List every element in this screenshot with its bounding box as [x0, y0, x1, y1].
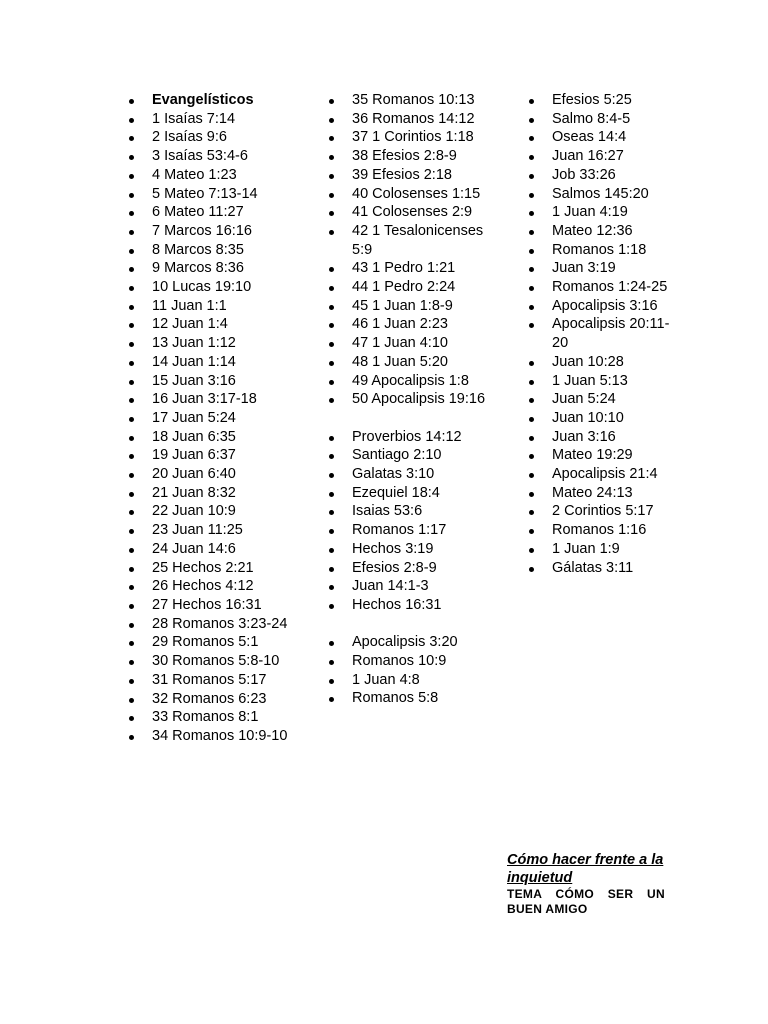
verse-item: 48 1 Juan 5:20	[326, 353, 501, 372]
verse-list-2b	[326, 428, 501, 615]
verse-item: 34 Romanos 10:9-10	[126, 727, 301, 746]
verse-item: 13 Juan 1:12	[126, 334, 301, 353]
verse-list-2c	[326, 633, 501, 708]
verse-item: Mateo 24:13	[526, 484, 676, 503]
verse-item: 3 Isaías 53:4-6	[126, 147, 301, 166]
verse-item: 12 Juan 1:4	[126, 315, 301, 334]
verse-item: Juan 10:28	[526, 353, 676, 372]
verse-item: 11 Juan 1:1	[126, 297, 301, 316]
topic-heading: Cómo hacer frente a la inquietud	[507, 852, 664, 886]
verse-item: Efesios 5:25	[526, 91, 676, 110]
verse-item: 9 Marcos 8:36	[126, 259, 301, 278]
verse-item: Romanos 1:17	[326, 521, 501, 540]
verse-item: 38 Efesios 2:8-9	[326, 147, 501, 166]
verse-item: Mateo 12:36	[526, 222, 676, 241]
verse-item: 10 Lucas 19:10	[126, 278, 301, 297]
topic-subheading: TEMA CÓMO SER UN BUEN AMIGO	[507, 887, 665, 916]
verse-item: 6 Mateo 11:27	[126, 203, 301, 222]
verse-item: 25 Hechos 2:21	[126, 559, 301, 578]
section-heading: Evangelísticos	[126, 91, 301, 110]
verse-item: 32 Romanos 6:23	[126, 690, 301, 709]
verse-item: 4 Mateo 1:23	[126, 166, 301, 185]
list-gap	[326, 615, 501, 634]
verse-list-2	[326, 91, 501, 409]
verse-item: 30 Romanos 5:8-10	[126, 652, 301, 671]
column-3	[526, 91, 676, 577]
list-gap	[326, 409, 501, 428]
verse-item: Romanos 5:8	[326, 689, 501, 708]
verse-item: 41 Colosenses 2:9	[326, 203, 501, 222]
verse-item: Romanos 1:18	[526, 241, 676, 260]
verse-item: Juan 16:27	[526, 147, 676, 166]
verse-item: 1 Juan 1:9	[526, 540, 676, 559]
verse-item: 50 Apocalipsis 19:16	[326, 390, 501, 409]
verse-item: Mateo 19:29	[526, 446, 676, 465]
verse-item: 47 1 Juan 4:10	[326, 334, 501, 353]
verse-item: 21 Juan 8:32	[126, 484, 301, 503]
verse-item: 46 1 Juan 2:23	[326, 315, 501, 334]
verse-item: 5 Mateo 7:13-14	[126, 185, 301, 204]
verse-item: Oseas 14:4	[526, 128, 676, 147]
verse-item: Romanos 1:16	[526, 521, 676, 540]
verse-item: 43 1 Pedro 1:21	[326, 259, 501, 278]
verse-list-3	[526, 91, 676, 577]
verse-item: 2 Corintios 5:17	[526, 502, 676, 521]
verse-item: 7 Marcos 16:16	[126, 222, 301, 241]
verse-item: 28 Romanos 3:23-24	[126, 615, 301, 634]
verse-item: Romanos 1:24-25	[526, 278, 676, 297]
verse-item: Job 33:26	[526, 166, 676, 185]
verse-item: 16 Juan 3:17-18	[126, 390, 301, 409]
verse-item: Hechos 3:19	[326, 540, 501, 559]
verse-item: 24 Juan 14:6	[126, 540, 301, 559]
verse-item: Ezequiel 18:4	[326, 484, 501, 503]
verse-item: 31 Romanos 5:17	[126, 671, 301, 690]
verse-item: Juan 3:19	[526, 259, 676, 278]
verse-item: 36 Romanos 14:12	[326, 110, 501, 129]
verse-item: Romanos 10:9	[326, 652, 501, 671]
verse-item: 37 1 Corintios 1:18	[326, 128, 501, 147]
verse-item: Juan 10:10	[526, 409, 676, 428]
verse-item: Isaias 53:6	[326, 502, 501, 521]
verse-item: Efesios 2:8-9	[326, 559, 501, 578]
column-2	[326, 91, 501, 708]
verse-item: Hechos 16:31	[326, 596, 501, 615]
verse-item: 27 Hechos 16:31	[126, 596, 301, 615]
verse-item: 1 Juan 4:19	[526, 203, 676, 222]
verse-item: 19 Juan 6:37	[126, 446, 301, 465]
topic-block	[507, 851, 665, 917]
verse-item: 23 Juan 11:25	[126, 521, 301, 540]
verse-item: 44 1 Pedro 2:24	[326, 278, 501, 297]
verse-item: 49 Apocalipsis 1:8	[326, 372, 501, 391]
verse-item: Apocalipsis 20:11-20	[526, 315, 676, 352]
verse-item: 2 Isaías 9:6	[126, 128, 301, 147]
verse-item: 1 Juan 4:8	[326, 671, 501, 690]
verse-item: Apocalipsis 21:4	[526, 465, 676, 484]
verse-item: 40 Colosenses 1:15	[326, 185, 501, 204]
verse-item: Juan 14:1-3	[326, 577, 501, 596]
verse-item: Proverbios 14:12	[326, 428, 501, 447]
verse-item: 33 Romanos 8:1	[126, 708, 301, 727]
verse-item: 18 Juan 6:35	[126, 428, 301, 447]
verse-item: 22 Juan 10:9	[126, 502, 301, 521]
verse-item: 39 Efesios 2:18	[326, 166, 501, 185]
verse-item: 45 1 Juan 1:8-9	[326, 297, 501, 316]
verse-item: Salmo 8:4-5	[526, 110, 676, 129]
verse-item: Santiago 2:10	[326, 446, 501, 465]
verse-item: Salmos 145:20	[526, 185, 676, 204]
column-1	[126, 91, 301, 746]
verse-item: Juan 3:16	[526, 428, 676, 447]
verse-item: Apocalipsis 3:20	[326, 633, 501, 652]
verse-list-1	[126, 91, 301, 746]
verse-item: 1 Juan 5:13	[526, 372, 676, 391]
verse-item: 29 Romanos 5:1	[126, 633, 301, 652]
verse-item: 14 Juan 1:14	[126, 353, 301, 372]
verse-item: Gálatas 3:11	[526, 559, 676, 578]
verse-item: 42 1 Tesalonicenses 5:9	[326, 222, 501, 259]
verse-item: 17 Juan 5:24	[126, 409, 301, 428]
verse-item: 26 Hechos 4:12	[126, 577, 301, 596]
verse-item: 35 Romanos 10:13	[326, 91, 501, 110]
verse-item: 15 Juan 3:16	[126, 372, 301, 391]
verse-item: Juan 5:24	[526, 390, 676, 409]
verse-item: 8 Marcos 8:35	[126, 241, 301, 260]
verse-item: Galatas 3:10	[326, 465, 501, 484]
verse-item: 20 Juan 6:40	[126, 465, 301, 484]
verse-item: Apocalipsis 3:16	[526, 297, 676, 316]
verse-item: 1 Isaías 7:14	[126, 110, 301, 129]
